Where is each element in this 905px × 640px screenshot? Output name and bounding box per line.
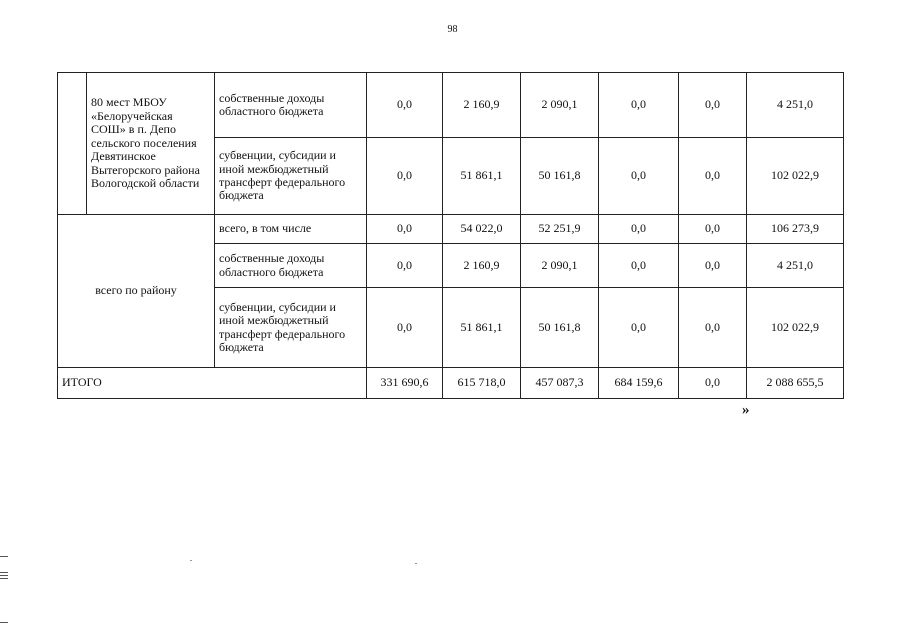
grand-total-label: ИТОГО — [58, 368, 367, 399]
margin-mark — [0, 556, 8, 557]
value-cell: 2 090,1 — [521, 73, 599, 138]
value-cell: 2 160,9 — [443, 73, 521, 138]
value-cell: 0,0 — [679, 244, 747, 288]
value-cell: 4 251,0 — [747, 73, 844, 138]
value-cell: 52 251,9 — [521, 215, 599, 244]
funding-source-cell: субвенции, субсидии и иной межбюджетный трансферт федерального бюджета — [215, 288, 367, 368]
scan-dot — [190, 560, 192, 561]
total-value-cell: 331 690,6 — [367, 368, 443, 399]
value-cell: 0,0 — [599, 288, 679, 368]
value-cell: 0,0 — [599, 138, 679, 215]
value-cell: 0,0 — [599, 244, 679, 288]
district-total-label: всего по району — [58, 215, 215, 368]
value-cell: 51 861,1 — [443, 288, 521, 368]
closing-quote-mark: » — [742, 402, 750, 418]
value-cell: 4 251,0 — [747, 244, 844, 288]
table-row — [58, 73, 844, 138]
page-number: 98 — [447, 24, 458, 35]
budget-table — [57, 72, 844, 399]
funding-source-cell: субвенции, субсидии и иной межбюджетный трансферт федерального бюджета — [215, 138, 367, 215]
scan-dot — [415, 563, 417, 564]
value-cell: 50 161,8 — [521, 138, 599, 215]
funding-source-cell: собственные доходы областного бюджета — [215, 73, 367, 138]
row-number-cell — [58, 73, 87, 215]
value-cell: 102 022,9 — [747, 138, 844, 215]
value-cell: 0,0 — [599, 215, 679, 244]
value-cell: 102 022,9 — [747, 288, 844, 368]
value-cell: 0,0 — [367, 138, 443, 215]
value-cell: 0,0 — [599, 73, 679, 138]
value-cell: 2 090,1 — [521, 244, 599, 288]
object-name-cell: 80 мест МБОУ «Белоручейская СОШ» в п. Депо сельского поселения Девятинское Вытегорского района Вологодской области — [87, 73, 215, 215]
value-cell: 0,0 — [679, 215, 747, 244]
value-cell: 51 861,1 — [443, 138, 521, 215]
margin-mark — [0, 578, 8, 579]
funding-source-cell: собственные доходы областного бюджета — [215, 244, 367, 288]
table-row — [58, 215, 844, 244]
value-cell: 0,0 — [679, 73, 747, 138]
value-cell: 0,0 — [367, 215, 443, 244]
value-cell: 0,0 — [367, 244, 443, 288]
value-cell: 2 160,9 — [443, 244, 521, 288]
value-cell: 106 273,9 — [747, 215, 844, 244]
funding-source-cell: всего, в том числе — [215, 215, 367, 244]
margin-mark — [0, 622, 8, 623]
value-cell: 0,0 — [367, 288, 443, 368]
value-cell: 0,0 — [679, 138, 747, 215]
total-value-cell: 457 087,3 — [521, 368, 599, 399]
total-value-cell: 684 159,6 — [599, 368, 679, 399]
value-cell: 0,0 — [367, 73, 443, 138]
margin-mark — [0, 575, 8, 576]
value-cell: 0,0 — [679, 288, 747, 368]
value-cell: 50 161,8 — [521, 288, 599, 368]
total-value-cell: 2 088 655,5 — [747, 368, 844, 399]
total-value-cell: 615 718,0 — [443, 368, 521, 399]
margin-mark — [0, 572, 8, 573]
table-row-total — [58, 368, 844, 399]
total-value-cell: 0,0 — [679, 368, 747, 399]
value-cell: 54 022,0 — [443, 215, 521, 244]
